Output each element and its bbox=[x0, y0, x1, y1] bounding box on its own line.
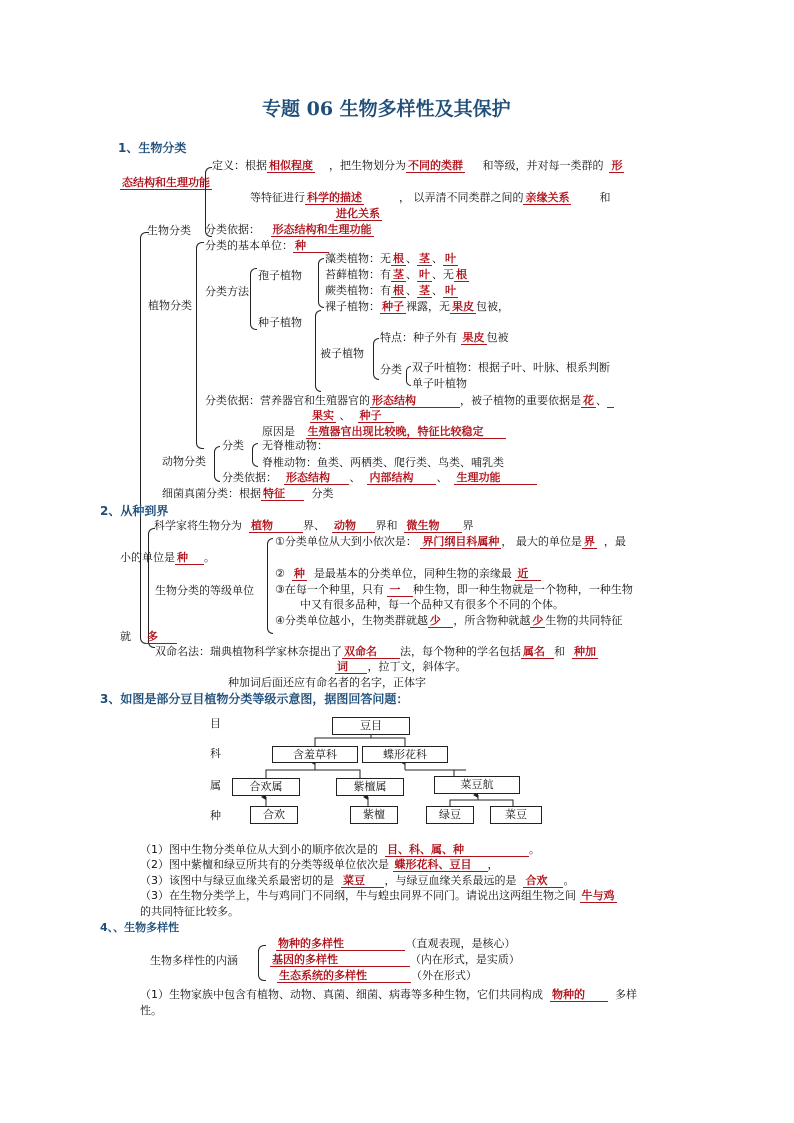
moss-line: 苔藓植物：有 茎 、 叶 、无 根 bbox=[325, 268, 467, 281]
node-species-1: 合欢 bbox=[250, 806, 298, 824]
vertebrate-line: 脊椎动物：鱼类、两栖类、爬行类、鸟类、哺乳类 bbox=[262, 456, 504, 469]
brace-diversity bbox=[258, 945, 266, 981]
q4-1b: 性。 bbox=[140, 1004, 162, 1017]
microbe-basis-line: 细菌真菌分类：根据 特征 分类 bbox=[162, 487, 334, 500]
definition-line-1b: 态结构和生理功能 bbox=[122, 176, 210, 189]
q3-3: （3）该图中与绿豆血缘关系最密切的是 菜豆 ，与绿豆血缘关系最远的是 合欢 。 bbox=[140, 874, 575, 887]
smallest-unit-line: 小的单位是 种 。 bbox=[120, 551, 215, 564]
section-1-heading: 1、生物分类 bbox=[118, 141, 187, 155]
fern-line: 蕨类植物：有 根 、 茎 、 叶 bbox=[325, 284, 456, 297]
animal-class-label: 分类 bbox=[222, 439, 244, 452]
angio-feature: 特点：种子外有 果皮 包被 bbox=[380, 331, 509, 344]
angio-class-label: 分类 bbox=[380, 363, 402, 376]
binomial-line: 双命名法：瑞典植物科学家林奈提出了 双命名 法，每个物种的学名包括 属名 和 种加 bbox=[155, 645, 596, 658]
root-classification: 生物分类 bbox=[147, 224, 191, 237]
page-title: 专题 06 生物多样性及其保护 bbox=[262, 98, 511, 120]
q3-1: （1）图中生物分类单位从大到小的顺序依次是的 目、科、属、种 。 bbox=[140, 843, 540, 856]
point-3b: 中又有很多品种，每一个品种又有很多个不同的个体。 bbox=[300, 598, 564, 611]
brace-method bbox=[250, 268, 257, 330]
node-order: 豆目 bbox=[332, 717, 410, 735]
node-species-3: 绿豆 bbox=[426, 806, 474, 824]
definition-line-1: 定义：根据 相似程度 ，把生物划分为 不同的类群 和等级，并对每一类群的 形 bbox=[212, 159, 623, 172]
brace-cls bbox=[406, 366, 411, 386]
reason-line: 原因是 生殖器官出现比较晚，特征比较稳定 bbox=[262, 426, 506, 437]
diversity-item-2: 基因的多样性 （内在形式，是实质） bbox=[272, 953, 520, 966]
q3-2: （2）图中紫檀和绿豆所共有的分类等级单位依次是 蝶形花科、豆目 ， bbox=[140, 858, 499, 871]
section-4-heading: 4、、生物多样性 bbox=[100, 921, 180, 934]
section-2-heading: 2、从种到界 bbox=[100, 504, 169, 518]
method-label: 分类方法 bbox=[205, 285, 249, 298]
gymnosperm-line: 裸子植物： 种子 裸露，无 果皮 包被， bbox=[325, 300, 509, 313]
unit-line: 分类的基本单位： 种 bbox=[205, 240, 329, 251]
plant-basis-line: 分类依据：营养器官和生殖器官的 形态结构 ，被子植物的重要依据是 花 、 bbox=[205, 395, 614, 406]
q3-4: （3）在生物分类学上，牛与鸡同门不同纲，牛与蝗虫同界不同门。请说出这两组生物之间 牛与鸡 bbox=[140, 889, 615, 902]
node-genus-3: 菜豆航 bbox=[434, 776, 520, 794]
node-species-2: 紫檀 bbox=[350, 806, 398, 824]
plant-basis-line-2: 果实 、 种子 bbox=[310, 410, 394, 421]
brace-definition bbox=[205, 167, 212, 237]
node-genus-1: 合欢属 bbox=[232, 778, 300, 796]
point-2: ② 种 是最基本的分类单位，同种生物的亲缘最 近 bbox=[275, 568, 541, 579]
invertebrate-line: 无脊椎动物： bbox=[262, 439, 328, 452]
node-species-4: 菜豆 bbox=[490, 806, 542, 824]
monocot-line: 单子叶植物 bbox=[412, 377, 467, 390]
node-family-2: 蝶形花科 bbox=[362, 746, 448, 763]
answer-similarity: 相似程度 bbox=[269, 159, 313, 172]
levels-label: 生物分类的等级单位 bbox=[155, 584, 254, 597]
answer-groups: 不同的类群 bbox=[408, 159, 463, 172]
definition-line-2b: 进化关系 bbox=[336, 207, 380, 220]
dicot-line: 双子叶植物：根据子叶、叶脉、根系判断 bbox=[412, 361, 610, 374]
diversity-item-3: 生态系统的多样性 （外在形式） bbox=[279, 969, 477, 982]
diversity-item-1: 物种的多样性 （直观表现，是核心） bbox=[278, 937, 516, 950]
brace-animal-cls bbox=[252, 443, 258, 467]
node-genus-2: 紫檀属 bbox=[336, 778, 404, 796]
rank-species: 种 bbox=[210, 809, 221, 822]
jiu-line: 就 多 bbox=[120, 631, 177, 642]
brace-spore bbox=[318, 258, 324, 308]
diversity-root: 生物多样性的内涵 bbox=[150, 954, 238, 967]
plant-classification: 植物分类 bbox=[148, 299, 192, 312]
q3-4b: 的共同特征比较多。 bbox=[140, 905, 239, 918]
rank-order: 目 bbox=[210, 717, 221, 730]
point-3: ③在每一个种里，只有 一 种生物，即一种生物就是一个物种，一种生物 bbox=[275, 583, 633, 596]
brace-angio bbox=[373, 338, 379, 380]
node-family-1: 含羞草科 bbox=[272, 746, 358, 763]
q4-1: （1）生物家族中包含有植物、动物、真菌、细菌、病毒等多种生物，它们共同构成 物种的 多样 bbox=[140, 988, 637, 1001]
brace-levels bbox=[267, 538, 273, 634]
animal-basis-line: 分类依据： 形态结构 、 内部结构 、 生理功能 bbox=[222, 472, 537, 483]
point-1: ①分类单位从大到小依次是： 界门纲目科属种 ， 最大的单位是 界 ，最 bbox=[275, 535, 626, 548]
angiosperm-label: 被子植物 bbox=[320, 347, 364, 360]
point-4: ④分类单位越小，生物类群就越 少 ，所含物种就越 少 生物的共同特征 bbox=[275, 614, 623, 627]
rank-family: 科 bbox=[210, 747, 221, 760]
binomial-line-2: 词 ，拉丁文，斜体字。 bbox=[337, 660, 467, 673]
definition-line-2: 等特征进行 科学的描述 ， 以弄清不同类群之间的 亲缘关系 和 bbox=[250, 191, 611, 204]
kingdoms-line: 科学家将生物分为 植物 界、 动物 界和 微生物 界 bbox=[154, 519, 474, 532]
section-3-heading: 3、如图是部分豆目植物分类等级示意图，据图回答问题： bbox=[100, 692, 409, 706]
animal-classification: 动物分类 bbox=[162, 455, 206, 468]
spore-plants: 孢子植物 bbox=[258, 269, 302, 282]
rank-genus: 属 bbox=[210, 779, 221, 792]
seed-plants: 种子植物 bbox=[258, 316, 302, 329]
brace-plant bbox=[196, 242, 204, 449]
brace-animal bbox=[214, 446, 220, 482]
basis-line: 分类依据： 形态结构和生理功能 bbox=[205, 223, 372, 236]
binomial-note: 种加词后面还应有命名者的名字，正体字 bbox=[228, 676, 426, 689]
algae-line: 藻类植物：无 根 、 茎 、 叶 bbox=[325, 252, 456, 265]
